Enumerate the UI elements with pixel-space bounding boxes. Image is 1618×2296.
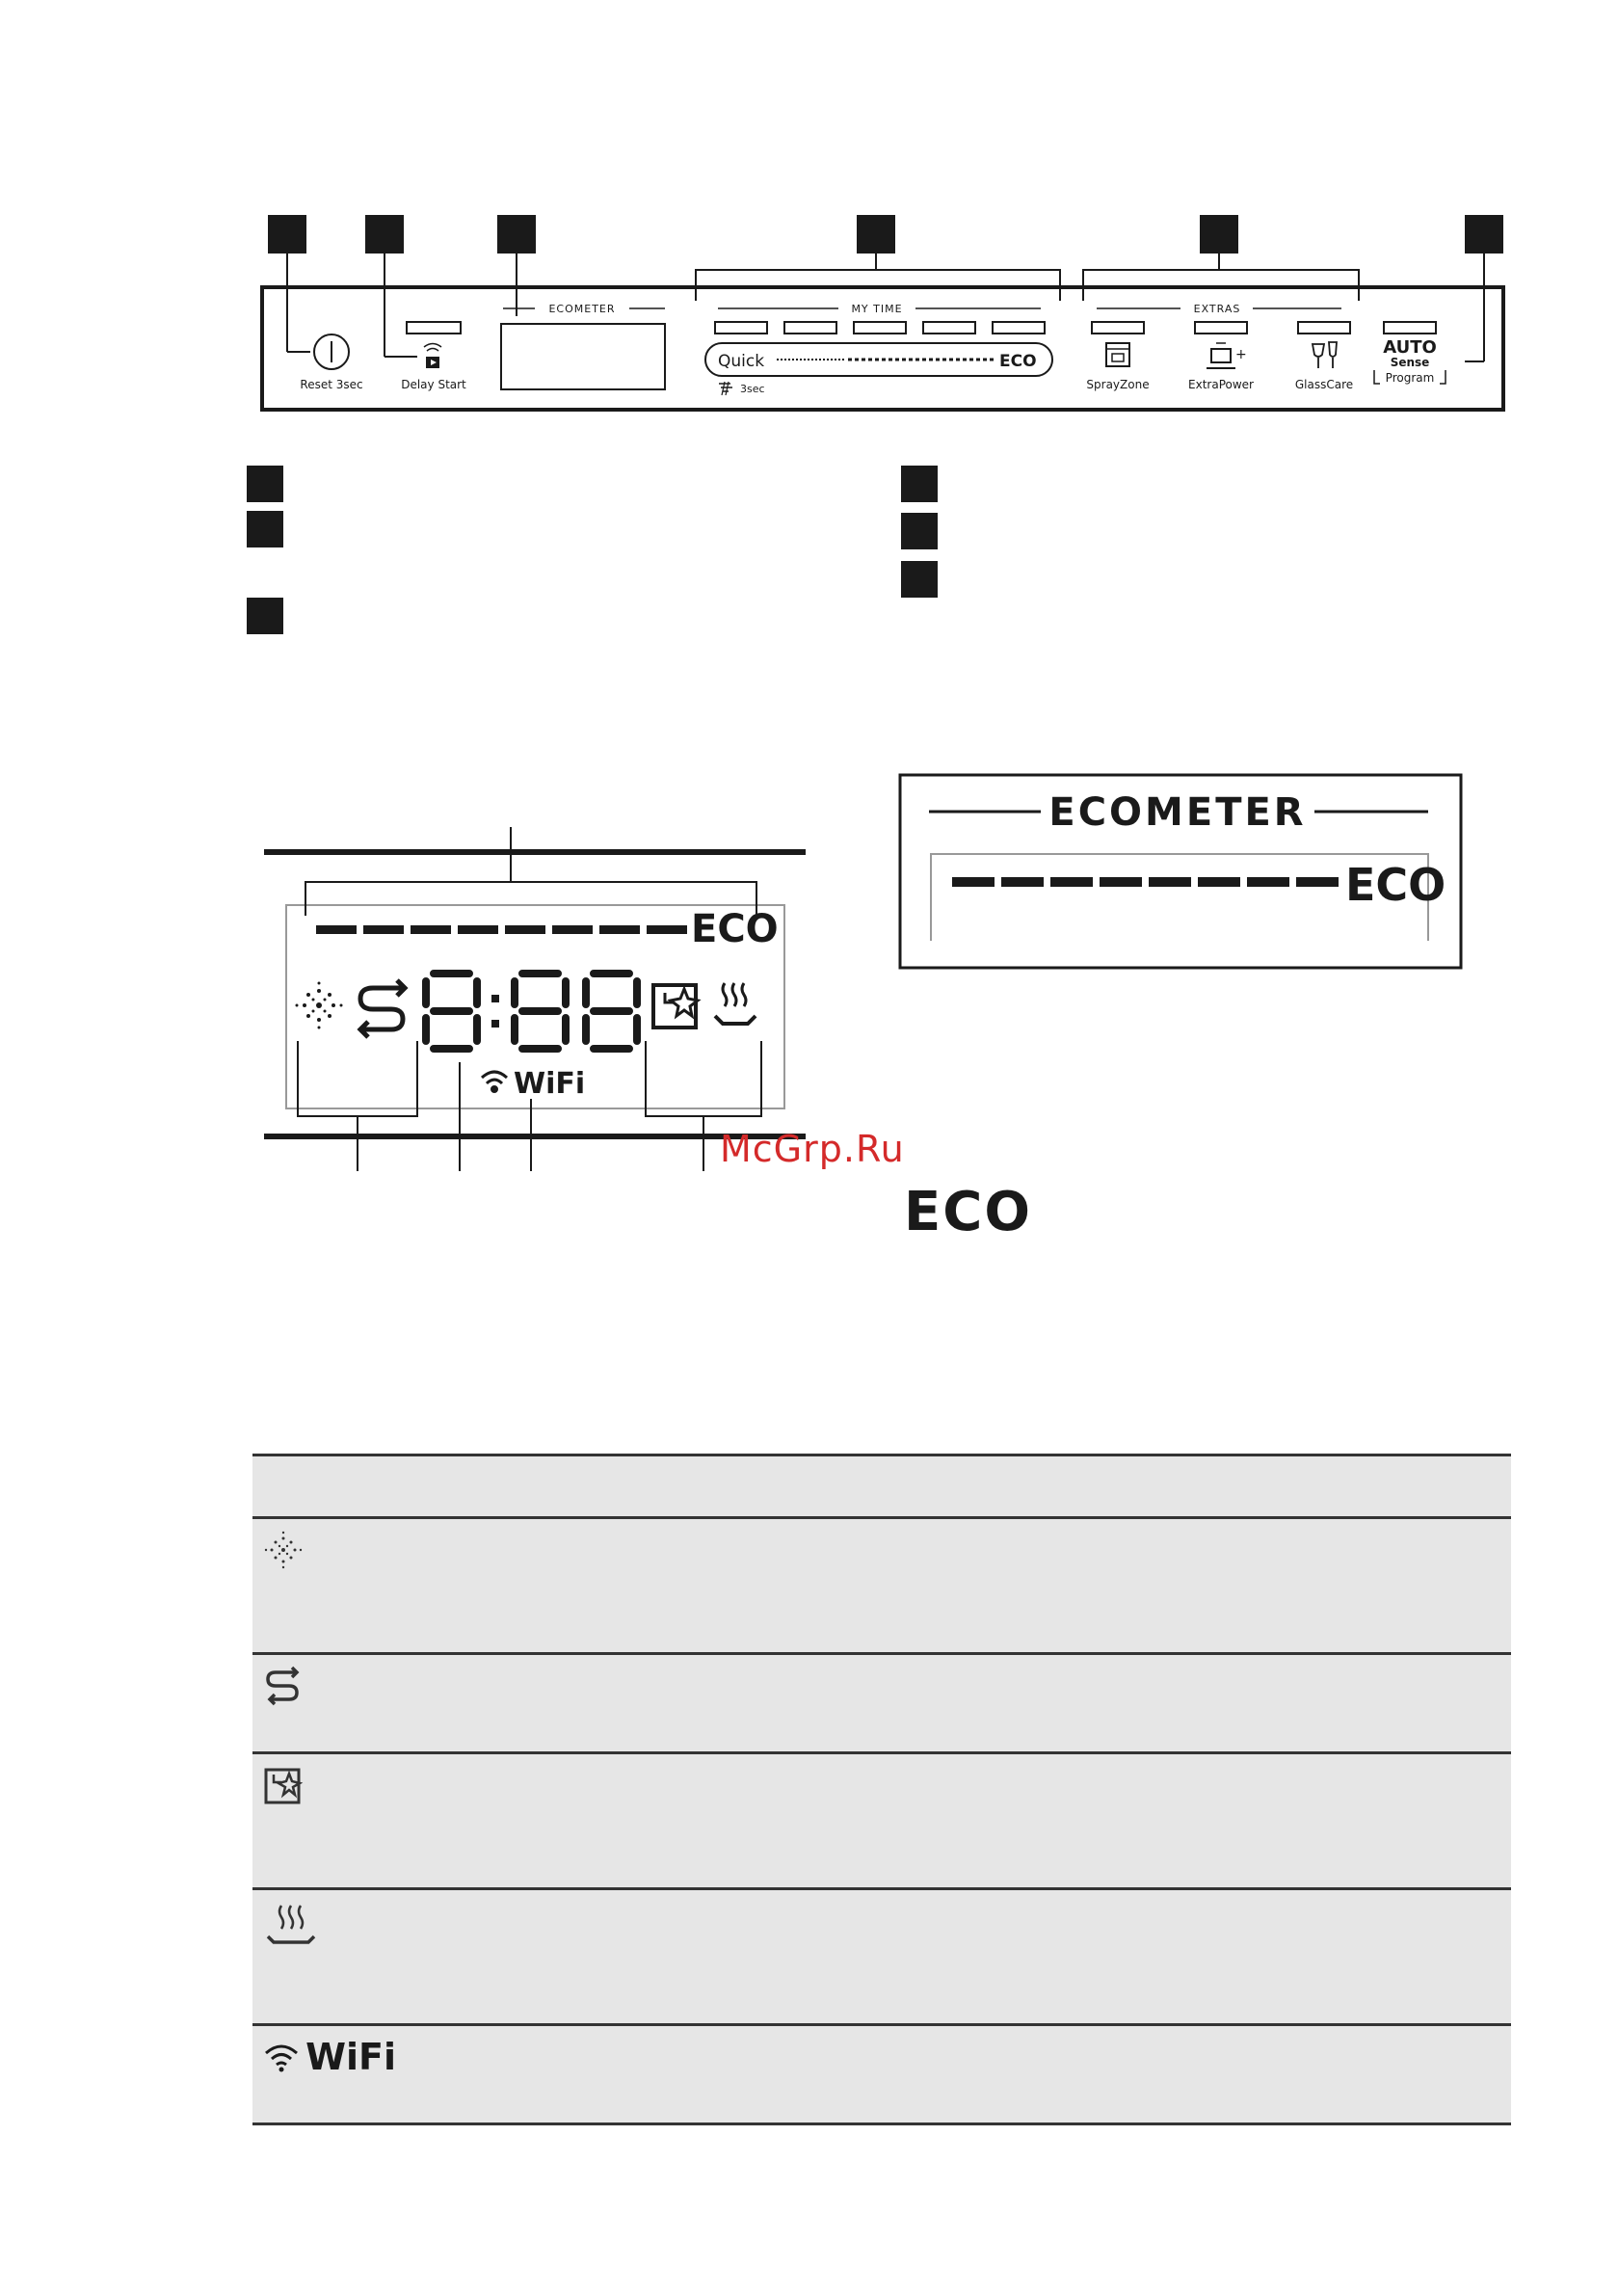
display-wifi-label: WiFi xyxy=(514,1067,586,1101)
drying-icon xyxy=(262,1900,320,1950)
three-sec-label: 3sec xyxy=(740,383,765,395)
delay-start-icon[interactable] xyxy=(424,344,441,369)
extras-label: EXTRAS xyxy=(1193,303,1241,315)
ecometer-box-title: ECOMETER xyxy=(1048,790,1307,835)
extrapower-indicator xyxy=(1195,322,1247,334)
auto-indicator xyxy=(1384,322,1436,334)
my-time-indicator-4 xyxy=(923,322,975,334)
my-time-label: MY TIME xyxy=(851,303,903,315)
watermark-text: McGrp.Ru xyxy=(720,1128,905,1170)
panel-ecometer-label: ECOMETER xyxy=(548,303,616,315)
rinse-aid-icon xyxy=(262,1529,305,1571)
legend-square-2 xyxy=(247,511,283,547)
display-diagram xyxy=(241,819,819,1176)
table-header-row xyxy=(252,1455,1511,1518)
legend-square-3 xyxy=(247,598,283,634)
reset-button[interactable] xyxy=(314,334,349,369)
symbol-table xyxy=(252,1454,1511,2125)
reset-label: Reset 3sec xyxy=(300,378,363,391)
sprayzone-icon[interactable] xyxy=(1106,343,1129,366)
regenerate-icon xyxy=(360,980,405,1037)
legend-square-1 xyxy=(247,466,283,502)
legend-square-6 xyxy=(901,561,938,598)
table-row xyxy=(252,1753,1511,1889)
panel-ecometer-display xyxy=(501,324,665,389)
delay-start-indicator xyxy=(407,322,461,334)
delay-start-label: Delay Start xyxy=(401,378,466,391)
my-time-indicator-1 xyxy=(715,322,767,334)
machine-care-icon xyxy=(653,985,698,1028)
my-time-indicator-2 xyxy=(784,322,836,334)
my-time-indicator-3 xyxy=(854,322,906,334)
my-time-indicator-5 xyxy=(993,322,1045,334)
glasscare-label: GlassCare xyxy=(1294,378,1354,391)
auto-label: AUTO xyxy=(1383,337,1437,358)
legend-square-5 xyxy=(901,513,938,549)
eco-bar-segments xyxy=(316,925,687,934)
table-row xyxy=(252,1889,1511,2025)
svg-text:+: + xyxy=(1235,347,1247,362)
touch-hold-icon xyxy=(719,382,732,395)
sprayzone-label: SprayZone xyxy=(1086,378,1150,391)
glasscare-indicator xyxy=(1298,322,1350,334)
regenerate-icon xyxy=(262,1665,305,1707)
rinse-aid-icon xyxy=(296,982,343,1029)
legend-square-4 xyxy=(901,466,938,502)
quick-label: Quick xyxy=(718,352,765,371)
sense-label: Sense xyxy=(1390,356,1430,369)
table-row xyxy=(252,2025,1511,2124)
wifi-icon xyxy=(262,2040,301,2074)
program-label: Program xyxy=(1385,371,1435,385)
drying-icon xyxy=(715,983,756,1024)
ecometer-box-segments xyxy=(952,877,1339,887)
table-header-cell xyxy=(252,1455,1511,1518)
ecometer-box-eco: ECO xyxy=(1345,859,1446,911)
table-row xyxy=(252,1654,1511,1753)
display-wifi-icon xyxy=(482,1072,507,1092)
control-panel xyxy=(0,0,1618,443)
eco-symbol: ECO xyxy=(904,1181,1032,1243)
extrapower-label: ExtraPower xyxy=(1188,378,1254,391)
machine-care-icon xyxy=(262,1764,305,1806)
time-colon xyxy=(491,995,499,1028)
extrapower-icon[interactable] xyxy=(1207,343,1247,368)
slider-eco-label: ECO xyxy=(999,352,1037,371)
sprayzone-indicator xyxy=(1092,322,1144,334)
ecometer-box xyxy=(896,771,1465,974)
wifi-row-label: WiFi xyxy=(305,2036,397,2078)
table-row xyxy=(252,1518,1511,1654)
display-eco-label: ECO xyxy=(691,907,779,951)
glasscare-icon[interactable] xyxy=(1313,342,1337,368)
auto-sense-button[interactable] xyxy=(1374,337,1446,385)
time-display xyxy=(426,974,637,1049)
